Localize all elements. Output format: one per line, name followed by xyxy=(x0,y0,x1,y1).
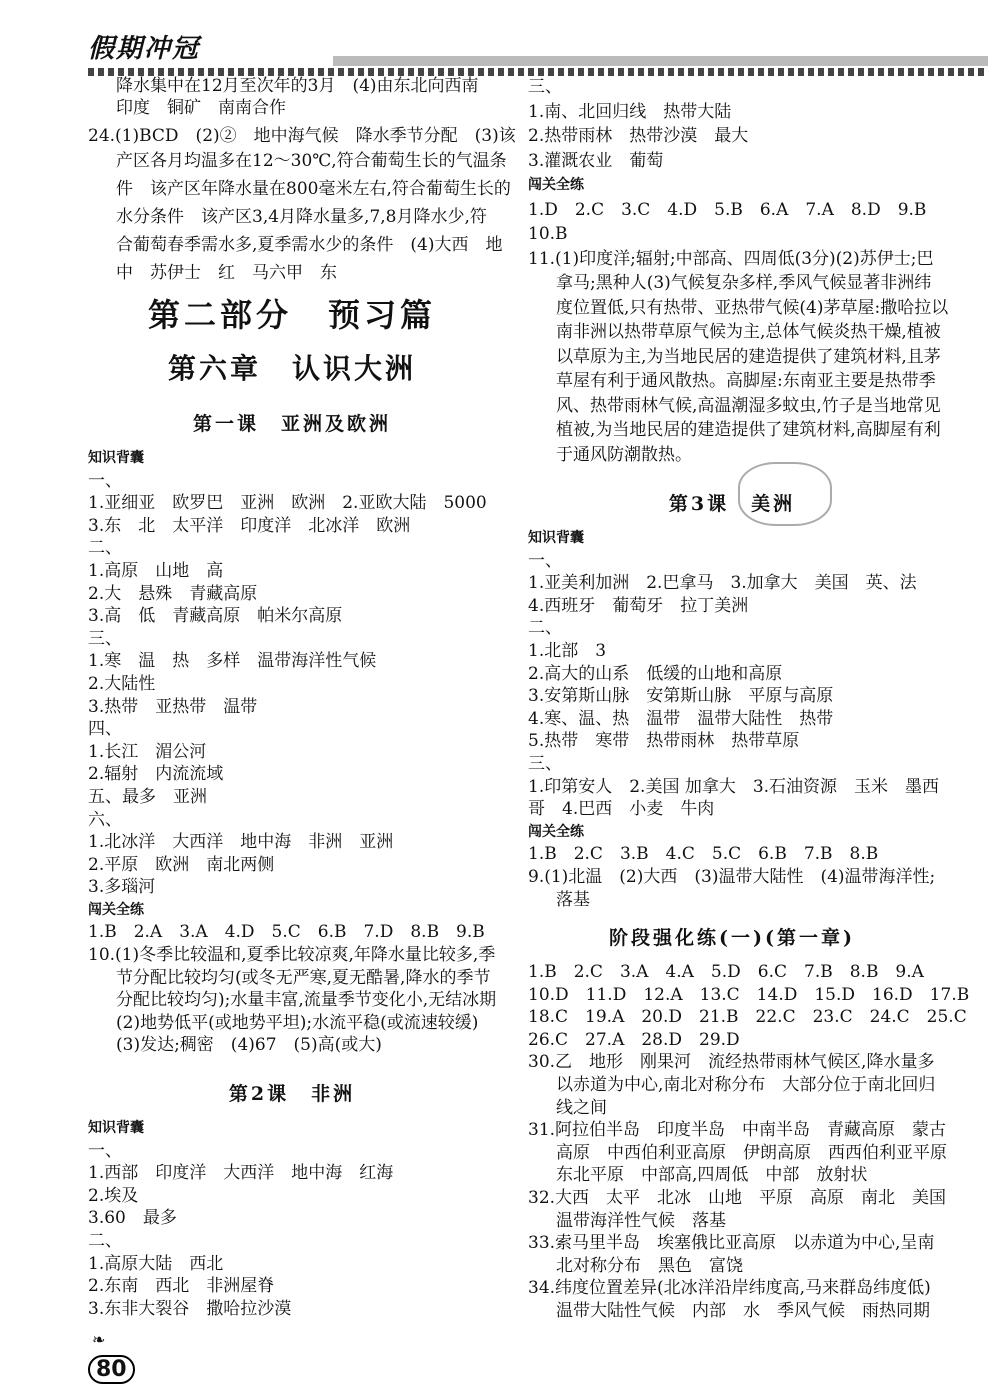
text-line: 二、 xyxy=(88,1231,122,1251)
text-line: 落基 xyxy=(556,889,590,910)
section-heading: 闯关全练 xyxy=(88,901,144,918)
stage-title: 阶段强化练(一)(第一章) xyxy=(609,927,855,950)
left-top xyxy=(88,75,496,119)
text-line: 26.C 27.A 28.D 29.D xyxy=(528,1029,740,1050)
text-line: 一、 xyxy=(88,1140,122,1161)
text-line: 高原 中西伯利亚高原 伊朗高原 西西伯利亚平原 xyxy=(556,1142,947,1163)
text-line: 2.热带雨林 热带沙漠 最大 xyxy=(528,126,749,146)
section-heading: 闯关全练 xyxy=(528,823,584,840)
text-line: 5.热带 寒带 热带雨林 热带草原 xyxy=(528,731,800,752)
lesson-title: 第一课 亚洲及欧洲 xyxy=(192,413,391,435)
text-line: 哥 4.巴西 小麦 牛肉 xyxy=(528,799,715,820)
text-line: 1.南、北回归线 热带大陆 xyxy=(528,101,732,122)
text-line: 2.大 悬殊 青藏高原 xyxy=(88,583,258,604)
text-line: 2.平原 欧洲 南北两侧 xyxy=(88,854,275,875)
text-line: 1.D 2.C 3.C 4.D 5.B 6.A 7.A 8.D 9.B xyxy=(528,199,927,220)
text-line: 二、 xyxy=(88,538,122,559)
text-line: 降水集中在12月至次年的3月 (4)由东北向西南 xyxy=(116,76,479,96)
text-line: 南非洲以热带草原气候为主,总体气候炎热干燥,植被 xyxy=(556,322,941,342)
text-line: 4.寒、温、热 温带 温带大陆性 热带 xyxy=(528,708,834,729)
lesson1-body xyxy=(88,447,496,1057)
text-line: 1.寒 温 热 多样 温带海洋性气候 xyxy=(88,651,377,672)
text-line: 3.多瑙河 xyxy=(88,877,156,898)
text-line: 六、 xyxy=(88,809,122,830)
text-line: 水分条件 该产区3,4月降水量多,7,8月降水少,符 xyxy=(116,207,487,227)
text-line: 拿马;黑种人(3)气候复杂多样,季风气候显著非洲纬 xyxy=(556,273,932,293)
text-line: 五、最多 亚洲 xyxy=(88,786,207,807)
right-top-body xyxy=(528,75,949,467)
text-line: 10.D 11.D 12.A 13.C 14.D 15.D 16.D 17.B xyxy=(528,984,970,1005)
leaf-icon: ❧ xyxy=(92,1330,106,1349)
text-line: 1.长江 湄公河 xyxy=(88,741,207,762)
text-line: 线之间 xyxy=(556,1097,607,1118)
text-line: 1.高原大陆 西北 xyxy=(88,1253,224,1274)
text-line: 11.(1)印度洋;辐射;中部高、四周低(3分)(2)苏伊士;巴 xyxy=(528,248,934,269)
text-line: 1.亚细亚 欧罗巴 亚洲 欧洲 2.亚欧大陆 5000 xyxy=(88,493,487,514)
text-line: 9.(1)北温 (2)大西 (3)温带大陆性 (4)温带海洋性; xyxy=(528,866,936,887)
text-line: 2.埃及 xyxy=(88,1185,139,1206)
text-line: 10.(1)冬季比较温和,夏季比较凉爽,年降水量比较多,季 xyxy=(88,945,496,966)
text-line: 东北平原 中部高,四周低 中部 放射状 xyxy=(556,1165,868,1186)
text-line: 3.高 低 青藏高原 帕米尔高原 xyxy=(88,606,343,627)
text-line: 2.大陆性 xyxy=(88,673,156,694)
text-line: 3.灌溉农业 葡萄 xyxy=(528,150,664,171)
section-heading: 闯关全练 xyxy=(528,177,584,193)
lesson-title: 第3课 美洲 xyxy=(668,493,796,515)
text-line: 以草原为主,为当地民居的建造提供了建筑材料,且茅 xyxy=(556,346,941,367)
left-column xyxy=(88,75,516,1320)
text-line: 3.热带 亚热带 温带 xyxy=(88,696,258,717)
text-line: 4.西班牙 葡萄牙 拉丁美洲 xyxy=(528,595,749,616)
text-line: (2)地势低平(或地势平坦);水流平稳(或流速较缓) xyxy=(116,1012,479,1033)
text-line: 2.高大的山系 低缓的山地和高原 xyxy=(528,663,783,684)
section-heading: 知识背囊 xyxy=(88,1120,144,1137)
text-line: 1.北冰洋 大西洋 地中海 非洲 亚洲 xyxy=(88,832,394,853)
text-line: 24.(1)BCD (2)② 地中海气候 降水季节分配 (3)该 xyxy=(88,126,516,146)
stage-body xyxy=(528,961,970,1323)
brand-title: 假期冲冠 xyxy=(88,34,201,64)
text-line: 1.北部 3 xyxy=(528,640,607,661)
page-header xyxy=(88,28,988,68)
text-line: 18.C 19.A 20.D 21.B 22.C 23.C 24.C 25.C xyxy=(528,1007,967,1028)
text-line: 30.乙 地形 刚果河 流经热带雨林气候区,降水量多 xyxy=(528,1052,935,1073)
text-line: 3.60 最多 xyxy=(88,1208,177,1229)
part-title: 第二部分 预习篇 xyxy=(147,296,436,334)
lesson3-body xyxy=(528,527,940,911)
text-line: 草屋有利于通风散热。高脚屋:东南亚主要是热带季 xyxy=(556,371,936,391)
text-line: 1.印第安人 2.美国 加拿大 3.石油资源 玉米 墨西 xyxy=(528,776,940,797)
text-line: 三、 xyxy=(528,753,562,774)
text-line: 四、 xyxy=(88,719,122,740)
text-line: 1.高原 山地 高 xyxy=(88,560,224,581)
right-column xyxy=(528,75,970,1323)
chapter-title: 第六章 认识大洲 xyxy=(167,352,416,385)
text-line: 三、 xyxy=(528,77,562,97)
header-bar xyxy=(333,56,988,66)
text-line: 1.西部 印度洋 大西洋 地中海 红海 xyxy=(88,1163,394,1184)
text-line: 以赤道为中心,南北对称分布 大部分位于南北回归 xyxy=(556,1075,936,1096)
section-heading: 知识背囊 xyxy=(528,530,584,546)
text-line: 分配比较均匀);水量丰富,流量季节变化小,无结冰期 xyxy=(116,990,497,1011)
text-line: 2.辐射 内流流域 xyxy=(88,764,224,785)
text-line: 二、 xyxy=(528,618,562,639)
text-line: 合葡萄春季需水多,夏季需水少的条件 (4)大西 地 xyxy=(116,235,503,255)
text-line: 3.东 北 太平洋 印度洋 北冰洋 欧洲 xyxy=(88,515,411,536)
text-line: 2.东南 西北 非洲屋脊 xyxy=(88,1276,275,1297)
text-line: 31.阿拉伯半岛 印度半岛 中南半岛 青藏高原 蒙古 xyxy=(528,1120,947,1141)
lesson2-body xyxy=(88,1117,496,1320)
text-line: 1.B 2.A 3.A 4.D 5.C 6.B 7.D 8.B 9.B xyxy=(88,922,485,943)
text-line: 植被,为当地民居的建造提供了建筑材料,高脚屋有利 xyxy=(556,420,941,440)
text-line: 中 苏伊士 红 马六甲 东 xyxy=(116,263,337,283)
text-line: (3)发达;稠密 (4)67 (5)高(或大) xyxy=(116,1035,382,1056)
text-line: 1.亚美利加洲 2.巴拿马 3.加拿大 美国 英、法 xyxy=(528,573,917,594)
text-line: 三、 xyxy=(88,628,122,649)
text-line: 于通风防潮散热。 xyxy=(556,444,692,465)
text-line: 节分配比较均匀(或冬无严寒,夏无酷暑,降水的季节 xyxy=(116,967,491,988)
text-line: 10.B xyxy=(528,224,568,244)
text-line: 风、热带雨林气候,高温潮湿多蚊虫,竹子是当地常见 xyxy=(556,395,941,416)
text-line: 温带海洋性气候 落基 xyxy=(556,1210,726,1231)
text-line: 件 该产区年降水量在800毫米左右,符合葡萄生长的 xyxy=(116,179,511,199)
text-line: 一、 xyxy=(528,550,562,571)
text-line: 34.纬度位置差异(北冰洋沿岸纬度高,马来群岛纬度低) xyxy=(528,1278,931,1299)
text-line: 3.东非大裂谷 撒哈拉沙漠 xyxy=(88,1298,292,1319)
text-line: 33.索马里半岛 埃塞俄比亚高原 以赤道为中心,呈南 xyxy=(528,1233,935,1254)
text-line: 温带大陆性气候 内部 水 季风气候 雨热同期 xyxy=(556,1301,930,1321)
lesson-title: 第2课 非洲 xyxy=(228,1083,356,1106)
text-line: 一、 xyxy=(88,470,122,491)
text-line: 32.大西 太平 北冰 山地 平原 高原 南北 美国 xyxy=(528,1188,947,1209)
text-line: 产区各月均温多在12～30℃,符合葡萄生长的气温条 xyxy=(116,151,507,171)
text-line: 印度 铜矿 南南合作 xyxy=(116,98,286,118)
text-line: 3.安第斯山脉 安第斯山脉 平原与高原 xyxy=(528,686,834,707)
text-line: 1.B 2.C 3.A 4.A 5.D 6.C 7.B 8.B 9.A xyxy=(528,962,924,983)
text-line: 北对称分布 黑色 富饶 xyxy=(556,1255,743,1276)
page-number: 80 xyxy=(88,1355,135,1384)
question-24 xyxy=(88,125,516,287)
text-line: 1.B 2.C 3.B 4.C 5.C 6.B 7.B 8.B xyxy=(528,844,879,865)
text-line: 度位置低,只有热带、亚热带气候(4)茅草屋:撒哈拉以 xyxy=(556,297,949,318)
section-heading: 知识背囊 xyxy=(88,450,144,466)
stamp-mark xyxy=(738,462,832,526)
